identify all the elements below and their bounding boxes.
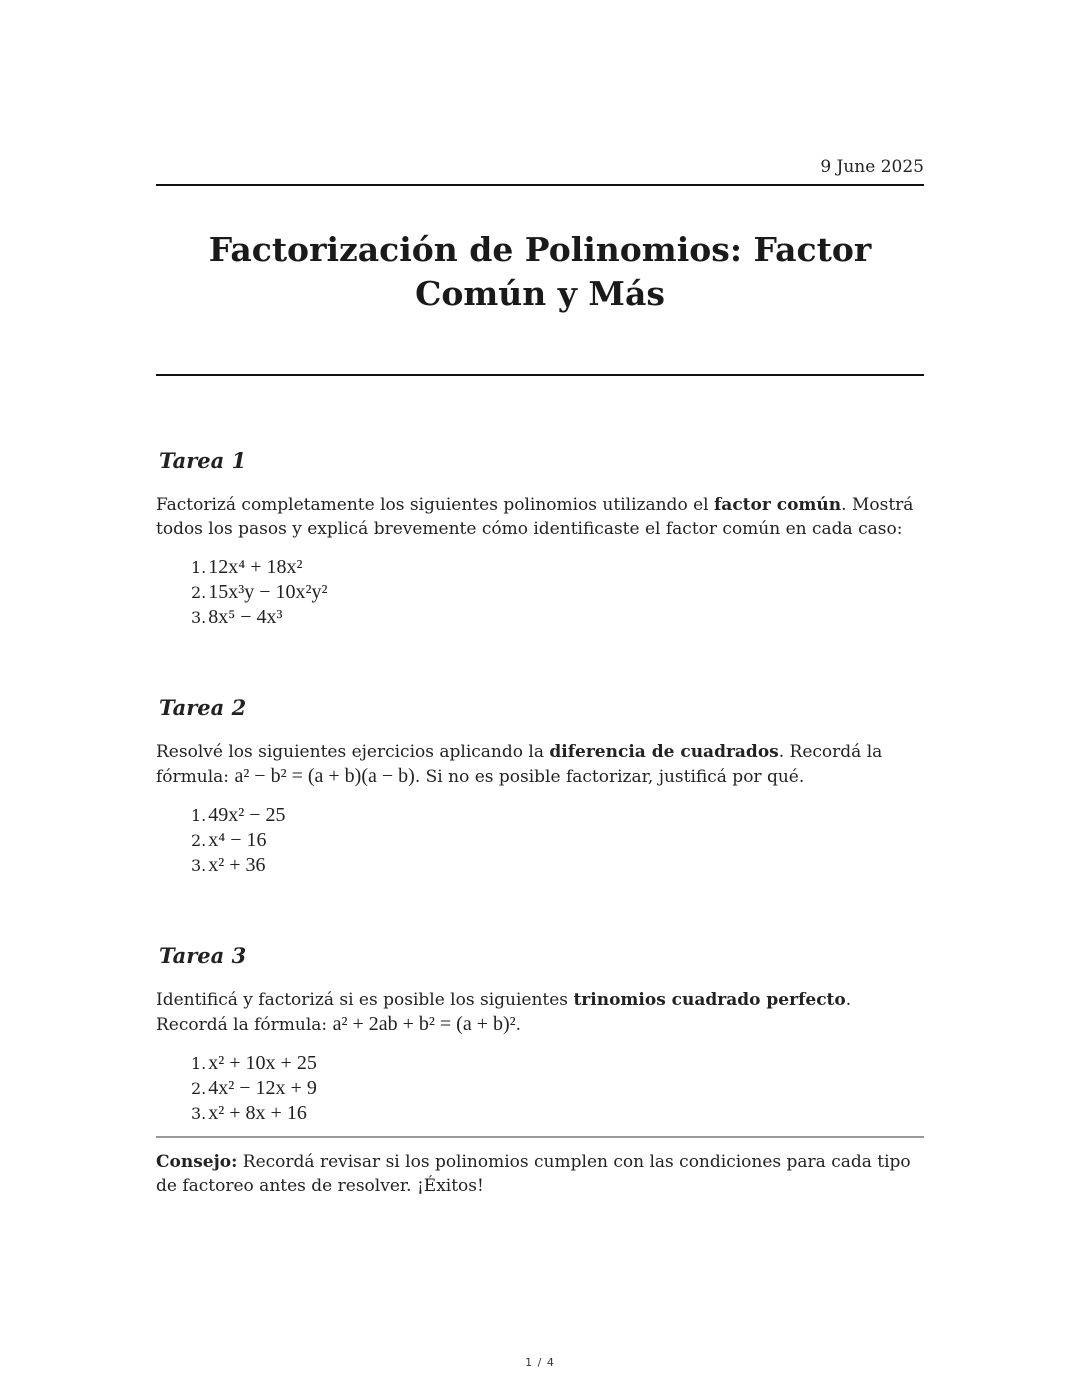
exercise-list xyxy=(156,803,924,878)
list-item: 3. x² + 8x + 16 xyxy=(191,1102,307,1124)
task-outro-text: . Recordá la fórmula: xyxy=(156,742,883,787)
task-keyword: factor común xyxy=(713,495,842,515)
task-intro-text: Factorizá completamente los siguientes polinomios utilizando el xyxy=(156,495,714,515)
polynomial-expression: 12x⁴ + 18x² xyxy=(208,556,303,578)
task-after-text: . xyxy=(515,1015,522,1035)
list-item: 2. x⁴ − 16 xyxy=(191,829,267,851)
tip-note xyxy=(156,1150,924,1198)
task-outro-text: . Recordá la fórmula: xyxy=(156,990,852,1035)
polynomial-expression: x⁴ − 16 xyxy=(208,829,267,851)
task-keyword: diferencia de cuadrados xyxy=(549,742,779,762)
tip-label: Consejo: xyxy=(156,1152,238,1172)
task-outro-text: . Mostrá todos los pasos y explicá brevemente cómo identificaste el factor común en cada caso: xyxy=(156,495,914,539)
polynomial-expression: 8x⁵ − 4x³ xyxy=(208,606,283,628)
document-date: 9 June 2025 xyxy=(820,157,924,177)
page-indicator: 1 / 4 xyxy=(525,1356,555,1369)
task-intro-text: Resolvé los siguientes ejercicios aplicando la xyxy=(156,742,550,762)
task-instructions xyxy=(156,988,924,1037)
tip-text: Recordá revisar si los polinomios cumplen con las condiciones para cada tipo de factoreo antes de resolver. ¡Éxitos! xyxy=(156,1152,911,1196)
header-divider xyxy=(156,184,924,186)
exercise-list xyxy=(156,1051,924,1126)
title-divider xyxy=(156,374,924,376)
task-section-2 xyxy=(156,694,924,878)
task-section-3 xyxy=(156,942,924,1126)
polynomial-expression: 4x² − 12x + 9 xyxy=(208,1077,317,1099)
polynomial-expression: 49x² − 25 xyxy=(208,804,286,826)
task-instructions xyxy=(156,493,924,541)
formula: a² − b² = (a + b)(a − b) xyxy=(234,765,415,787)
exercise-list xyxy=(156,555,924,630)
list-item: 3. x² + 36 xyxy=(191,854,266,876)
task-title: Tarea 2 xyxy=(159,695,247,720)
list-item: 2. 4x² − 12x + 9 xyxy=(191,1077,317,1099)
list-item: 3. 8x⁵ − 4x³ xyxy=(191,606,283,628)
task-title: Tarea 1 xyxy=(159,448,247,473)
list-item: 1. 12x⁴ + 18x² xyxy=(191,556,303,578)
formula: a² + 2ab + b² = (a + b)² xyxy=(332,1013,516,1035)
list-item: 2. 15x³y − 10x²y² xyxy=(191,581,328,603)
task-keyword: trinomios cuadrado perfecto xyxy=(573,990,846,1010)
task-after-text: . Si no es posible factorizar, justificá por qué. xyxy=(414,767,805,787)
polynomial-expression: x² + 8x + 16 xyxy=(208,1102,307,1124)
polynomial-expression: 15x³y − 10x²y² xyxy=(208,581,328,603)
task-title: Tarea 3 xyxy=(159,943,247,968)
tip-divider xyxy=(156,1136,924,1138)
task-section-1 xyxy=(156,447,924,630)
list-item: 1. 49x² − 25 xyxy=(191,804,286,826)
page-title: Factorización de Polinomios: Factor Común y Más xyxy=(208,230,872,313)
list-item: 1. x² + 10x + 25 xyxy=(191,1052,317,1074)
task-instructions xyxy=(156,740,924,789)
task-intro-text: Identificá y factorizá si es posible los siguientes xyxy=(156,990,574,1010)
polynomial-expression: x² + 36 xyxy=(208,854,266,876)
polynomial-expression: x² + 10x + 25 xyxy=(208,1052,317,1074)
